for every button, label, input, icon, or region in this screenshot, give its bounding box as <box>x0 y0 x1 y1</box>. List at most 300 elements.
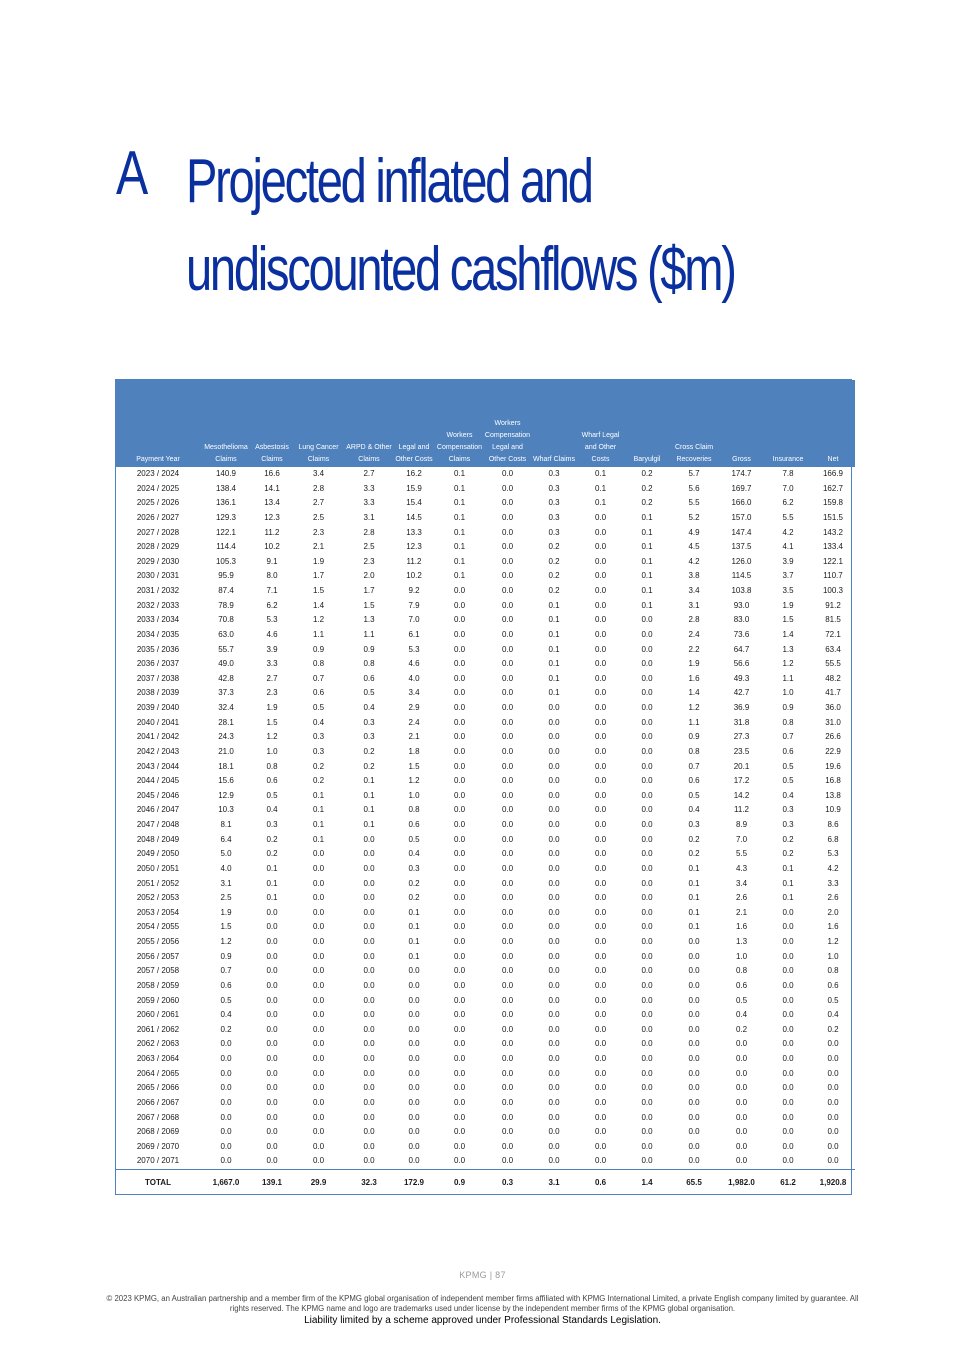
value-cell: 0.1 <box>312 820 325 829</box>
value-cell: 0.1 <box>266 863 278 873</box>
value-cell: 7.1 <box>266 586 278 595</box>
value-cell: 0.1 <box>641 527 653 537</box>
value-cell: 0.0 <box>453 761 466 771</box>
value-cell: 95.9 <box>218 571 234 581</box>
table-row <box>116 555 855 570</box>
value-cell: 0.0 <box>501 512 514 522</box>
value-cell: 0.0 <box>408 995 420 1005</box>
value-cell: 0.0 <box>453 1097 466 1107</box>
value-cell: 0.0 <box>501 893 514 903</box>
value-cell: 0.8 <box>408 805 420 815</box>
title-line-1: Projected inflated and <box>186 147 592 216</box>
value-cell: 0.0 <box>266 980 278 990</box>
table-row <box>116 1140 855 1155</box>
value-cell: 1.6 <box>688 673 700 683</box>
value-cell: 0.0 <box>312 937 325 946</box>
value-cell: 12.9 <box>218 790 234 800</box>
value-cell: 12.3 <box>264 512 280 522</box>
value-cell: 0.0 <box>408 1068 420 1078</box>
value-cell: 0.0 <box>453 893 466 903</box>
value-cell: 0.0 <box>641 629 653 639</box>
value-cell: 0.0 <box>312 1039 325 1049</box>
value-cell: 0.0 <box>735 1039 748 1049</box>
value-cell: 1.2 <box>408 776 420 786</box>
value-cell: 3.4 <box>735 878 748 888</box>
column-header <box>765 380 811 467</box>
value-cell: 0.0 <box>594 1054 607 1063</box>
value-cell: 0.0 <box>501 1112 514 1122</box>
value-cell: 0.4 <box>363 703 375 712</box>
value-cell: 0.1 <box>688 878 700 888</box>
value-cell: 0.1 <box>641 571 653 581</box>
value-cell: 91.2 <box>825 600 841 610</box>
payment-year-cell: 2057 / 2058 <box>136 966 180 976</box>
table-row <box>116 935 855 950</box>
value-cell: 0.0 <box>782 1054 794 1063</box>
value-cell: 3.4 <box>312 469 325 478</box>
value-cell: 0.0 <box>641 922 653 932</box>
value-cell: 0.0 <box>594 1097 607 1107</box>
value-cell: 3.3 <box>827 878 839 888</box>
value-cell: 0.0 <box>782 937 794 946</box>
column-header <box>292 380 345 467</box>
value-cell: 4.2 <box>688 556 700 566</box>
value-cell: 0.0 <box>453 703 466 712</box>
value-cell: 6.8 <box>827 834 839 844</box>
value-cell: 0.6 <box>363 673 375 683</box>
payment-year-cell: 2048 / 2049 <box>136 834 180 844</box>
value-cell: 0.3 <box>548 512 560 522</box>
value-cell: 1.5 <box>782 615 794 625</box>
table-row <box>116 584 855 599</box>
value-cell: 0.0 <box>782 1141 794 1151</box>
value-cell: 0.0 <box>548 761 560 771</box>
value-cell: 16.2 <box>406 469 422 478</box>
value-cell: 48.2 <box>825 673 841 683</box>
value-cell: 0.0 <box>363 937 375 946</box>
value-cell: 28.1 <box>218 717 234 727</box>
value-cell: 2.4 <box>408 717 420 727</box>
payment-year-cell: 2046 / 2047 <box>136 805 180 815</box>
value-cell: 0.1 <box>782 893 794 903</box>
value-cell: 122.1 <box>215 527 237 537</box>
table-row <box>116 760 855 775</box>
value-cell: 0.3 <box>548 498 560 508</box>
value-cell: 0.0 <box>501 1039 514 1049</box>
payment-year-cell: 2063 / 2064 <box>136 1054 180 1063</box>
value-cell: 0.0 <box>641 878 653 888</box>
value-cell: 6.2 <box>266 600 278 610</box>
value-cell: 8.1 <box>220 820 232 829</box>
column-header-line: Legal and <box>398 444 430 451</box>
value-cell: 0.0 <box>688 1068 700 1078</box>
value-cell: 0.0 <box>688 1141 700 1151</box>
value-cell: 0.0 <box>782 907 794 917</box>
value-cell: 1.0 <box>408 790 420 800</box>
value-cell: 0.1 <box>312 834 325 844</box>
table-row <box>116 789 855 804</box>
column-header-line: Cross Claim <box>674 444 714 451</box>
value-cell: 0.0 <box>641 849 653 859</box>
column-header <box>811 380 855 467</box>
value-cell: 1.2 <box>266 732 278 742</box>
value-cell: 0.0 <box>594 776 607 786</box>
value-cell: 2.8 <box>363 527 375 537</box>
value-cell: 0.0 <box>594 1083 607 1093</box>
column-header-line: and Other <box>584 444 617 451</box>
value-cell: 0.4 <box>735 1010 748 1020</box>
value-cell: 14.2 <box>733 790 750 800</box>
value-cell: 31.0 <box>825 717 841 727</box>
value-cell: 0.0 <box>312 1083 325 1093</box>
value-cell: 4.1 <box>782 542 794 552</box>
value-cell: 9.1 <box>266 556 278 566</box>
value-cell: 0.0 <box>453 995 466 1005</box>
value-cell: 0.1 <box>363 805 375 815</box>
value-cell: 0.1 <box>594 483 607 493</box>
value-cell: 0.0 <box>363 1097 375 1107</box>
payment-year-cell: 2028 / 2029 <box>136 542 180 552</box>
value-cell: 0.0 <box>641 1141 653 1151</box>
value-cell: 2.3 <box>312 527 325 537</box>
column-header-line: Insurance <box>772 456 804 463</box>
value-cell: 42.8 <box>218 673 234 683</box>
value-cell: 7.0 <box>782 483 794 493</box>
value-cell: 0.0 <box>548 966 560 976</box>
value-cell: 0.4 <box>266 805 278 815</box>
value-cell: 0.0 <box>594 703 607 712</box>
value-cell: 2.1 <box>408 732 420 742</box>
table-row <box>116 847 855 862</box>
value-cell: 0.1 <box>363 820 375 829</box>
value-cell: 0.0 <box>688 1127 700 1137</box>
value-cell: 100.3 <box>822 586 844 595</box>
value-cell: 0.1 <box>453 498 466 508</box>
value-cell: 0.7 <box>220 966 232 976</box>
value-cell: 0.0 <box>827 1054 839 1063</box>
value-cell: 0.4 <box>312 717 325 727</box>
value-cell: 0.0 <box>594 820 607 829</box>
appendix-letter: A <box>116 139 147 208</box>
value-cell: 0.0 <box>688 1097 700 1107</box>
payment-year-cell: 2033 / 2034 <box>136 615 180 625</box>
value-cell: 0.4 <box>782 790 794 800</box>
legal-notice: © 2023 KPMG, an Australian partnership and a member firm of the KPMG global organisation of independent member firms affiliated with KPMG International Limited, a private English company limited by guarantee. All rights reserved. The KPMG name and logo are trademarks used under license by the independent member firms of the KPMG global organisation. <box>106 1294 859 1313</box>
value-cell: 3.3 <box>363 483 375 493</box>
value-cell: 0.0 <box>594 907 607 917</box>
table-row <box>116 1008 855 1023</box>
table-row <box>116 1052 855 1067</box>
value-cell: 0.0 <box>453 907 466 917</box>
column-header-line: Workers <box>494 420 521 427</box>
value-cell: 0.6 <box>827 980 839 990</box>
value-cell: 0.0 <box>363 834 375 844</box>
payment-year-cell: 2037 / 2038 <box>136 673 180 683</box>
value-cell: 2.9 <box>408 703 420 712</box>
table-row <box>116 496 855 511</box>
column-header-line: ARPD & Other <box>346 444 392 451</box>
value-cell: 0.0 <box>408 966 420 976</box>
liability-notice: Liability limited by a scheme approved under Professional Standards Legislation. <box>304 1315 661 1326</box>
value-cell: 0.0 <box>501 527 514 537</box>
value-cell: 49.0 <box>218 659 234 669</box>
value-cell: 0.0 <box>408 1010 420 1020</box>
value-cell: 0.0 <box>594 644 607 654</box>
total-value-cell: 29.9 <box>292 1170 345 1195</box>
value-cell: 0.3 <box>408 863 420 873</box>
value-cell: 0.0 <box>594 732 607 742</box>
value-cell: 0.1 <box>594 469 607 478</box>
value-cell: 0.0 <box>641 1112 653 1122</box>
value-cell: 0.0 <box>641 980 653 990</box>
value-cell: 0.0 <box>735 1112 748 1122</box>
value-cell: 24.3 <box>218 732 234 742</box>
value-cell: 0.0 <box>548 849 560 859</box>
value-cell: 0.0 <box>548 805 560 815</box>
column-header-line: Workers <box>446 432 473 439</box>
value-cell: 7.0 <box>735 834 748 844</box>
table-row <box>116 569 855 584</box>
value-cell: 6.2 <box>782 498 794 508</box>
column-header-line: Lung Cancer <box>298 444 339 451</box>
value-cell: 0.0 <box>453 849 466 859</box>
value-cell: 1.3 <box>782 644 794 654</box>
table-row <box>116 643 855 658</box>
value-cell: 0.0 <box>594 1068 607 1078</box>
total-value-cell: 65.5 <box>670 1170 718 1195</box>
table-row <box>116 730 855 745</box>
value-cell: 0.0 <box>688 995 700 1005</box>
value-cell: 133.4 <box>822 542 844 552</box>
value-cell: 0.0 <box>501 483 514 493</box>
value-cell: 0.0 <box>312 878 325 888</box>
value-cell: 0.1 <box>453 527 466 537</box>
payment-year-cell: 2062 / 2063 <box>136 1039 180 1049</box>
value-cell: 0.0 <box>641 703 653 712</box>
value-cell: 0.1 <box>408 922 420 932</box>
value-cell: 0.0 <box>501 995 514 1005</box>
value-cell: 0.0 <box>548 1156 560 1166</box>
value-cell: 5.6 <box>688 483 700 493</box>
value-cell: 0.0 <box>453 586 466 595</box>
value-cell: 0.4 <box>408 849 420 859</box>
value-cell: 0.2 <box>641 483 653 493</box>
value-cell: 31.8 <box>733 717 750 727</box>
table-row <box>116 1037 855 1052</box>
value-cell: 0.0 <box>220 1141 232 1151</box>
value-cell: 70.8 <box>218 615 234 625</box>
table-row <box>116 1067 855 1082</box>
value-cell: 157.0 <box>731 512 752 522</box>
value-cell: 0.0 <box>453 834 466 844</box>
value-cell: 0.0 <box>594 761 607 771</box>
value-cell: 0.0 <box>594 790 607 800</box>
value-cell: 0.0 <box>312 1112 325 1122</box>
column-header-line: Wharf Claims <box>532 456 575 463</box>
value-cell: 1.7 <box>312 571 325 581</box>
value-cell: 1.2 <box>312 615 325 625</box>
value-cell: 0.0 <box>363 1156 375 1166</box>
value-cell: 0.3 <box>548 527 560 537</box>
value-cell: 64.7 <box>733 644 750 654</box>
value-cell: 0.0 <box>548 834 560 844</box>
value-cell: 138.4 <box>215 483 237 493</box>
value-cell: 126.0 <box>731 556 752 566</box>
value-cell: 0.0 <box>363 1024 375 1034</box>
value-cell: 0.0 <box>548 1054 560 1063</box>
value-cell: 23.5 <box>733 746 750 756</box>
table-row <box>116 657 855 672</box>
value-cell: 0.0 <box>501 878 514 888</box>
value-cell: 2.1 <box>735 907 748 917</box>
value-cell: 0.0 <box>501 498 514 508</box>
value-cell: 0.2 <box>641 469 653 478</box>
value-cell: 0.4 <box>827 1010 839 1020</box>
value-cell: 0.0 <box>594 1156 607 1166</box>
value-cell: 0.0 <box>501 1024 514 1034</box>
value-cell: 0.0 <box>641 834 653 844</box>
value-cell: 1.0 <box>827 951 839 961</box>
value-cell: 0.0 <box>501 659 514 669</box>
value-cell: 7.0 <box>408 615 420 625</box>
value-cell: 32.4 <box>218 703 234 712</box>
value-cell: 0.0 <box>594 1024 607 1034</box>
value-cell: 0.0 <box>266 966 278 976</box>
value-cell: 12.3 <box>406 542 422 552</box>
value-cell: 0.0 <box>220 1039 232 1049</box>
total-value-cell: 0.6 <box>577 1170 624 1195</box>
value-cell: 0.0 <box>782 1127 794 1137</box>
value-cell: 0.5 <box>782 761 794 771</box>
column-header <box>345 380 393 467</box>
value-cell: 169.7 <box>731 483 752 493</box>
value-cell: 0.1 <box>266 878 278 888</box>
value-cell: 0.0 <box>501 980 514 990</box>
value-cell: 0.0 <box>408 980 420 990</box>
value-cell: 105.3 <box>215 556 237 566</box>
value-cell: 0.0 <box>641 995 653 1005</box>
value-cell: 0.0 <box>312 951 325 961</box>
value-cell: 0.0 <box>548 703 560 712</box>
payment-year-cell: 2027 / 2028 <box>136 527 180 537</box>
value-cell: 0.0 <box>594 600 607 610</box>
value-cell: 1.4 <box>782 629 794 639</box>
value-cell: 0.0 <box>827 1068 839 1078</box>
value-cell: 0.3 <box>782 805 794 815</box>
column-header-line: Baryulgil <box>633 456 661 463</box>
value-cell: 0.0 <box>548 717 560 727</box>
value-cell: 0.0 <box>688 1024 700 1034</box>
value-cell: 1.7 <box>363 586 375 595</box>
value-cell: 0.0 <box>312 1068 325 1078</box>
value-cell: 1.3 <box>735 937 748 946</box>
value-cell: 1.5 <box>408 761 420 771</box>
value-cell: 0.0 <box>266 1083 278 1093</box>
payment-year-cell: 2034 / 2035 <box>136 629 180 639</box>
value-cell: 0.0 <box>594 746 607 756</box>
value-cell: 0.2 <box>548 556 560 566</box>
value-cell: 5.5 <box>735 849 748 859</box>
column-header-line: Claims <box>215 456 237 463</box>
table-row <box>116 482 855 497</box>
value-cell: 0.8 <box>688 746 700 756</box>
value-cell: 3.1 <box>688 600 700 610</box>
value-cell: 4.2 <box>782 527 794 537</box>
value-cell: 4.0 <box>220 863 232 873</box>
value-cell: 0.0 <box>641 951 653 961</box>
value-cell: 1.9 <box>266 703 278 712</box>
column-header-line: Claims <box>261 456 283 463</box>
value-cell: 0.0 <box>501 922 514 932</box>
value-cell: 4.6 <box>408 659 420 669</box>
value-cell: 0.0 <box>782 1010 794 1020</box>
value-cell: 0.6 <box>312 688 325 698</box>
value-cell: 0.0 <box>453 820 466 829</box>
payment-year-cell: 2056 / 2057 <box>136 951 180 961</box>
value-cell: 0.1 <box>548 600 560 610</box>
payment-year-cell: 2029 / 2030 <box>136 556 180 566</box>
value-cell: 17.2 <box>733 776 750 786</box>
value-cell: 0.0 <box>453 732 466 742</box>
table-row <box>116 833 855 848</box>
value-cell: 1.9 <box>688 659 700 669</box>
value-cell: 0.7 <box>782 732 794 742</box>
value-cell: 0.1 <box>641 542 653 552</box>
table-row <box>116 540 855 555</box>
value-cell: 0.0 <box>501 1127 514 1137</box>
column-header-line: Compensation <box>484 432 531 439</box>
value-cell: 0.0 <box>641 1097 653 1107</box>
value-cell: 0.0 <box>408 1024 420 1034</box>
value-cell: 0.0 <box>501 1097 514 1107</box>
value-cell: 0.5 <box>735 995 748 1005</box>
value-cell: 0.2 <box>827 1024 839 1034</box>
value-cell: 0.0 <box>594 849 607 859</box>
value-cell: 0.1 <box>548 644 560 654</box>
value-cell: 0.0 <box>548 878 560 888</box>
value-cell: 0.0 <box>782 922 794 932</box>
value-cell: 0.0 <box>548 1068 560 1078</box>
value-cell: 6.4 <box>220 834 232 844</box>
table-total-row <box>116 1170 855 1195</box>
value-cell: 0.0 <box>501 615 514 625</box>
value-cell: 0.0 <box>594 615 607 625</box>
title-line-2: undiscounted cashflows ($m) <box>186 235 735 304</box>
value-cell: 0.3 <box>548 469 560 478</box>
value-cell: 0.0 <box>453 980 466 990</box>
value-cell: 0.0 <box>453 1083 466 1093</box>
value-cell: 0.0 <box>594 586 607 595</box>
value-cell: 0.0 <box>266 1010 278 1020</box>
value-cell: 3.1 <box>363 512 375 522</box>
value-cell: 0.2 <box>266 849 278 859</box>
value-cell: 0.0 <box>408 1039 420 1049</box>
value-cell: 0.0 <box>501 790 514 800</box>
value-cell: 0.1 <box>312 805 325 815</box>
value-cell: 143.2 <box>822 527 844 537</box>
value-cell: 0.0 <box>501 688 514 698</box>
value-cell: 1.6 <box>827 922 839 932</box>
payment-year-cell: 2058 / 2059 <box>136 980 180 990</box>
column-header-line: Net <box>827 456 839 463</box>
value-cell: 0.6 <box>220 980 232 990</box>
value-cell: 0.0 <box>220 1112 232 1122</box>
table-row <box>116 1125 855 1140</box>
table-row <box>116 701 855 716</box>
value-cell: 0.0 <box>827 1156 839 1166</box>
value-cell: 0.0 <box>266 1141 278 1151</box>
table-row <box>116 979 855 994</box>
